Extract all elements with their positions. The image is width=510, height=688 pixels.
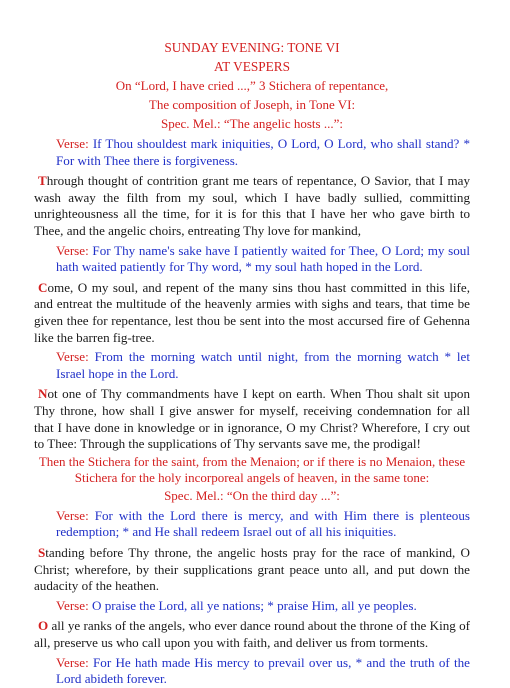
- verse-text: From the morning watch until night, from the morning watch * let Israel hope in the Lord.: [56, 349, 470, 381]
- drop-initial: N: [38, 386, 48, 402]
- drop-initial: T: [38, 173, 47, 189]
- verse-1: [34, 136, 470, 169]
- sticheron-5: [34, 618, 470, 651]
- rubric-spec: Spec. Mel.: “On the third day ...”:: [164, 487, 340, 503]
- verse-label: Verse:: [56, 349, 89, 365]
- sticheron-2: [34, 280, 470, 346]
- header-line-1: On “Lord, I have cried ...,” 3 Stichera of repentance,: [115, 78, 389, 93]
- sticheron-3: [34, 386, 470, 452]
- drop-initial: C: [38, 279, 48, 295]
- header-spec: Spec. Mel.: “The angelic hosts ...”:: [161, 116, 343, 131]
- verse-text: For with the Lord there is mercy, and with Him there is plenteous redemption; * and He shall redeem Israel out of all his iniquities.: [56, 507, 470, 540]
- drop-initial: O: [38, 618, 49, 634]
- verse-2: [34, 243, 470, 276]
- sticheron-text: tanding before Thy throne, the angelic hosts pray for the race of mankind, O Christ; wherefore, by their supplications grant peace unto all, and put down the audacity of the heathen.: [34, 545, 470, 594]
- verse-text: If Thou shouldest mark iniquities, O Lord, O Lord, who shall stand? * For with Thee there is forgiveness.: [56, 136, 470, 168]
- verse-3: [34, 349, 470, 382]
- sticheron-text: ome, O my soul, and repent of the many sins thou hast committed in this life, and entreat the multitude of the heavenly armies with sighs and tears, that time be given thee for repentance, lest thou be sent into the most accursed fire of Gehenna like the barren fig-tree.: [34, 279, 470, 345]
- verse-label: Verse:: [56, 136, 89, 151]
- verse-5: [34, 598, 470, 615]
- verse-4: [34, 508, 470, 541]
- verse-text: For Thy name's sake have I patiently waited for Thee, O Lord; my soul hath waited patiently for Thy word, * my soul hath hoped in the Lord.: [56, 242, 470, 275]
- page-subtitle: AT VESPERS: [214, 59, 290, 74]
- sticheron-4: [34, 545, 470, 595]
- verse-text: O praise the Lord, all ye nations; * praise Him, all ye peoples.: [88, 597, 417, 613]
- sticheron-text: hrough thought of contrition grant me tears of repentance, O Savior, that I may wash away the filth from my soul, which I have badly sullied, committing unrighteousness all the time, for it is for this that I have her who gave birth to Thee, and the angelic choirs, entreating Thy love for mankind,: [34, 173, 470, 238]
- verse-label: Verse:: [56, 242, 89, 258]
- sticheron-text: ot one of Thy commandments have I kept on earth. When Thou shalt sit upon Thy throne, how shall I give answer for myself, receiving condemnation for all that I have done in knowledge or in ignorance, O my Christ? Wherefore, I cry out to Thee: Through the supplications of Thy servants save me, the prodigal!: [34, 386, 470, 452]
- header: [34, 38, 470, 133]
- page-title: SUNDAY EVENING: TONE VI: [164, 40, 340, 55]
- rubric: Then the Stichera for the saint, from the Menaion; or if there is no Menaion, these Stichera for the holy incorporeal angels of heaven, in the same tone:: [38, 453, 466, 486]
- sticheron-1: [34, 173, 470, 239]
- sticheron-text: all ye ranks of the angels, who ever dance round about the throne of the King of all, preserve us who call upon you with faith, and deliver us from torments.: [34, 618, 470, 651]
- verse-label: Verse:: [56, 507, 89, 523]
- verse-text: For He hath made His mercy to prevail over us, * and the truth of the Lord abideth forever.: [56, 654, 470, 687]
- verse-label: Verse:: [56, 654, 89, 670]
- header-line-2: The composition of Joseph, in Tone VI:: [148, 97, 356, 112]
- verse-label: Verse:: [56, 597, 89, 613]
- drop-initial: S: [38, 545, 46, 561]
